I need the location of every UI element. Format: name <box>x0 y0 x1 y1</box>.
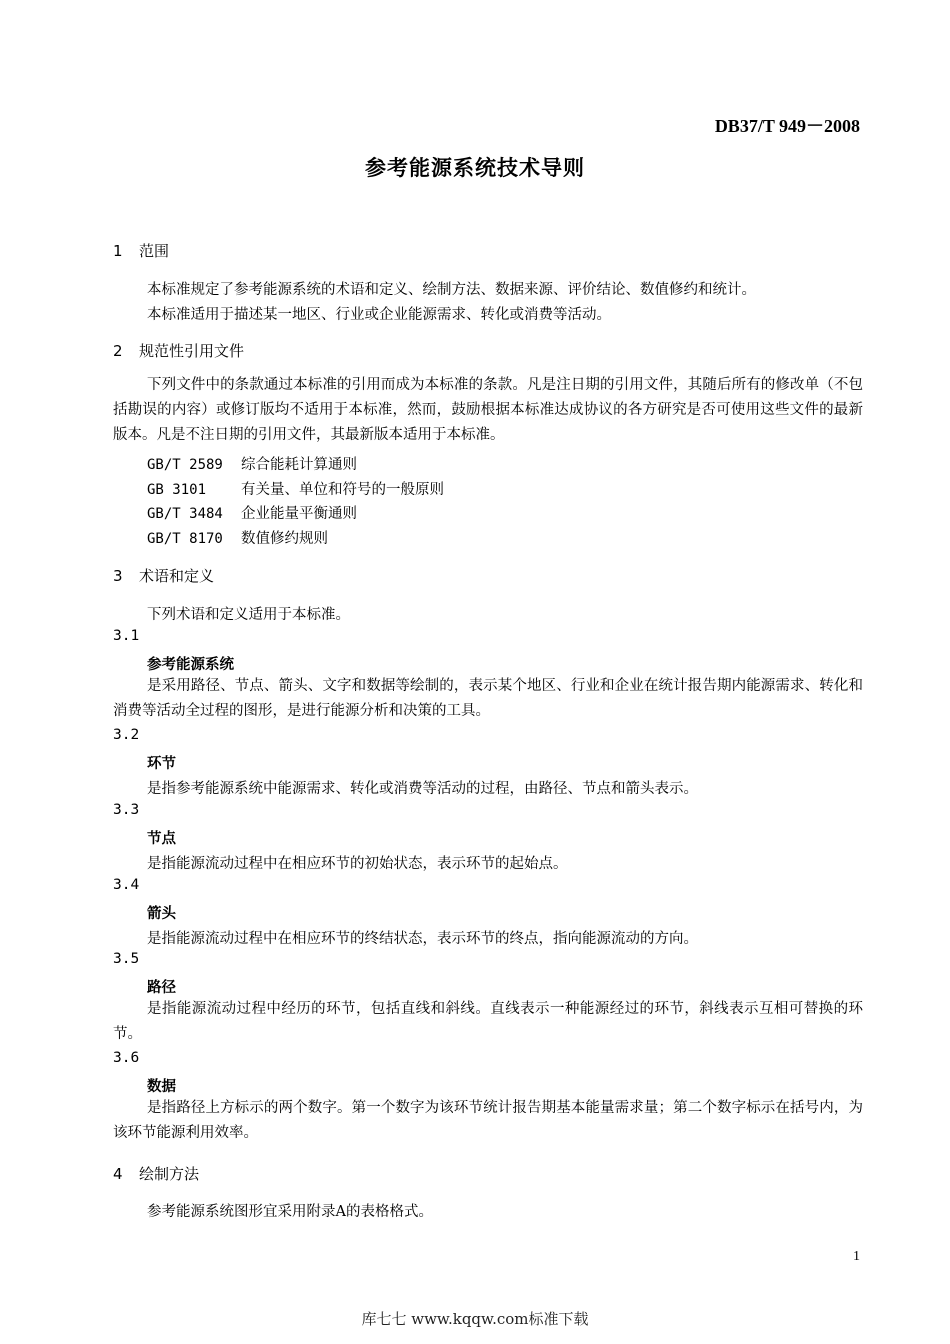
section-number: 1 <box>113 242 123 260</box>
term-definition: 是指能源流动过程中在相应环节的初始状态，表示环节的起始点。 <box>147 856 568 872</box>
term-definition: 是采用路径、节点、箭头、文字和数据等绘制的，表示某个地区、行业和企业在统计报告期内能源需求、转化和消费等活动全过程的图形，是进行能源分析和决策的工具。 <box>113 678 863 719</box>
section-number: 4 <box>113 1165 123 1183</box>
term-definition: 是指能源流动过程中经历的环节，包括直线和斜线。直线表示一种能源经过的环节，斜线表示互相可替换的环节。 <box>113 1001 863 1042</box>
document-title: 参考能源系统技术导则 <box>365 156 585 180</box>
term-name: 路径 <box>147 980 176 996</box>
section-title: 范围 <box>139 242 170 260</box>
section-number: 3 <box>113 567 123 585</box>
term-name: 参考能源系统 <box>147 657 234 673</box>
term-name: 箭头 <box>147 906 176 922</box>
reference-item <box>147 527 328 548</box>
section-1-paragraph-1: 本标准规定了参考能源系统的术语和定义、绘制方法、数据来源、评价结论、数值修约和统计。 <box>147 282 756 298</box>
section-4-heading <box>113 1163 199 1184</box>
term-definition: 是指路径上方标示的两个数字。第一个数字为该环节统计报告期基本能量需求量；第二个数字标示在括号内，为该环节能源利用效率。 <box>113 1100 863 1141</box>
reference-code: GB/T 2589 <box>147 457 223 473</box>
section-number: 2 <box>113 342 123 360</box>
term-definition: 是指参考能源系统中能源需求、转化或消费等活动的过程，由路径、节点和箭头表示。 <box>147 781 698 797</box>
section-2-heading <box>113 340 244 361</box>
term-number: 3.6 <box>113 1050 140 1066</box>
section-1-heading <box>113 240 169 261</box>
section-3-intro: 下列术语和定义适用于本标准。 <box>147 607 350 623</box>
term-number: 3.2 <box>113 727 140 743</box>
reference-item <box>147 502 357 523</box>
section-2-paragraph: 下列文件中的条款通过本标准的引用而成为本标准的条款。凡是注日期的引用文件，其随后所有的修改单（不包括勘误的内容）或修订版均不适用于本标准，然而，鼓励根据本标准达成协议的各方研究是否可使用这些文件的最新版本。凡是不注日期的引用文件，其最新版本适用于本标准。 <box>113 377 863 443</box>
section-4-paragraph: 参考能源系统图形宜采用附录A的表格格式。 <box>147 1204 433 1220</box>
page-number: 1 <box>853 1249 860 1264</box>
reference-title: 有关量、单位和符号的一般原则 <box>241 482 444 498</box>
section-title: 术语和定义 <box>139 567 215 585</box>
term-name: 节点 <box>147 831 176 847</box>
reference-title: 综合能耗计算通则 <box>241 457 357 473</box>
section-1-paragraph-2: 本标准适用于描述某一地区、行业或企业能源需求、转化或消费等活动。 <box>147 307 611 323</box>
term-name: 环节 <box>147 756 176 772</box>
section-title: 绘制方法 <box>139 1165 200 1183</box>
term-number: 3.4 <box>113 877 140 893</box>
reference-code: GB/T 3484 <box>147 506 223 522</box>
reference-code: GB/T 8170 <box>147 531 223 547</box>
reference-title: 数值修约规则 <box>241 531 328 547</box>
term-name: 数据 <box>147 1079 176 1095</box>
section-3-heading <box>113 565 214 586</box>
footer-watermark: 库七七 www.kqqw.com标准下载 <box>361 1310 589 1328</box>
reference-code: GB 3101 <box>147 482 207 498</box>
term-number: 3.3 <box>113 802 140 818</box>
reference-title: 企业能量平衡通则 <box>241 506 357 522</box>
reference-item <box>147 478 444 499</box>
standard-number: DB37/T 949－2008 <box>714 116 860 136</box>
section-title: 规范性引用文件 <box>139 342 245 360</box>
reference-item <box>147 453 357 474</box>
term-number: 3.5 <box>113 951 140 967</box>
term-number: 3.1 <box>113 628 140 644</box>
term-definition: 是指能源流动过程中在相应环节的终结状态，表示环节的终点，指向能源流动的方向。 <box>147 931 698 947</box>
